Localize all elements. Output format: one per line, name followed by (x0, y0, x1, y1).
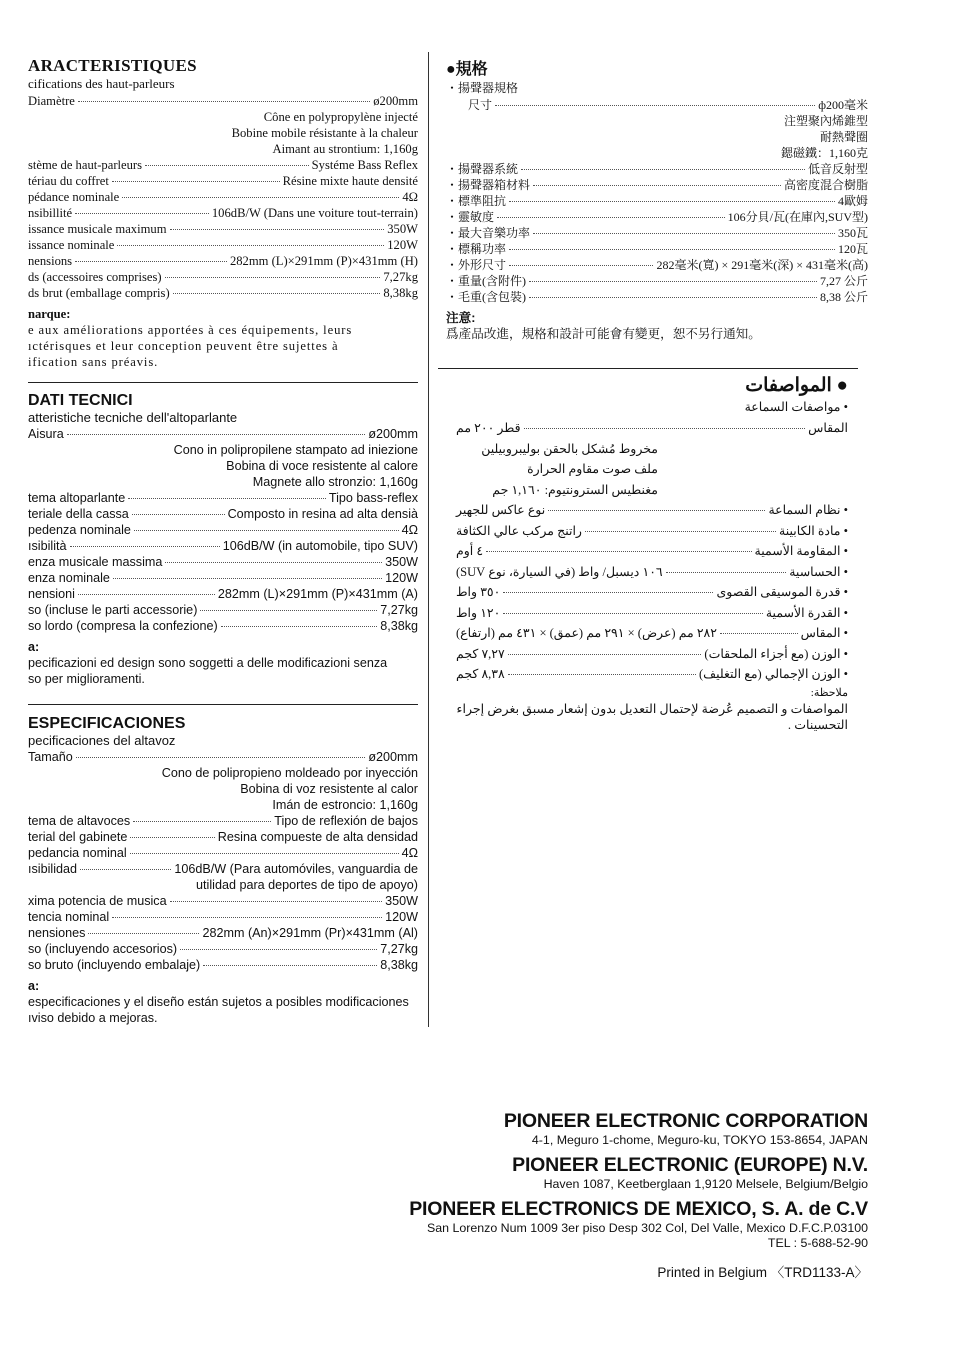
dot-leader (130, 853, 399, 854)
spec-value: ф200毫米 (818, 98, 868, 112)
spec-value: 4歐姆 (837, 194, 868, 208)
dot-leader (76, 757, 366, 758)
spec-value: 8,38 公斤 (819, 290, 868, 304)
section-french (28, 56, 418, 370)
dot-leader (170, 901, 382, 902)
spec-label: pedancia nominal (28, 846, 127, 860)
spec-continuation: 鍶磁鐵：1,160克 (780, 146, 868, 160)
spec-value: Composto in resina ad alta densià (227, 507, 418, 521)
spec-value: Systéme Bass Reflex (311, 158, 418, 172)
section-title: ARACTERISTIQUES (28, 56, 197, 75)
spec-continuation: مخروط مُشكل بالحقن بوليبروبيلين (481, 441, 658, 456)
note-text (456, 701, 848, 733)
spec-row (28, 285, 418, 301)
spec-value: ٧,٢٧ كجم (456, 646, 505, 661)
spec-row (456, 418, 848, 439)
spec-value: 350W (385, 555, 418, 569)
spec-row (28, 909, 418, 925)
dot-leader (112, 181, 280, 182)
spec-value: 282mm (An)×291mm (Pr)×431mm (Al) (202, 926, 418, 940)
dot-leader (170, 229, 385, 230)
spec-list (456, 418, 848, 685)
dot-leader (509, 265, 653, 266)
company-address-japan: 4-1, Meguro 1-chome, Meguro-ku, TOKYO 153-8654, JAPAN (531, 1133, 868, 1147)
spec-label: • الحساسية (789, 564, 848, 579)
spec-value: 8,38kg (380, 619, 418, 633)
spec-row (456, 541, 848, 562)
spec-label: • الوزن الإجمالي (مع التغليف) (698, 667, 848, 681)
dot-leader (75, 213, 209, 214)
dot-leader (70, 546, 220, 547)
section-subtitle: ・揚聲器規格 (446, 81, 519, 95)
spec-value: ٣٥٠ واط (456, 585, 501, 599)
spec-value: 282mm (L)×291mm (P)×431mm (H) (229, 254, 418, 268)
section-chinese (446, 56, 868, 342)
spec-label: • نظام السماعة (768, 503, 848, 517)
spec-row (28, 221, 418, 237)
note-heading: narque: (28, 307, 71, 321)
spec-label: 尺寸 (468, 98, 493, 112)
spec-value: ١٠٦ ديسبل/ واط (في السيارة، نوع SUV) (456, 564, 663, 579)
spec-row (28, 506, 418, 522)
spec-label: ・標準阻抗 (446, 194, 507, 208)
spec-label: ısibilità (28, 539, 67, 553)
dot-leader (508, 654, 702, 655)
spec-row (28, 253, 418, 269)
spec-value: 106dB/W (Para automóviles, vanguardia de (174, 862, 418, 876)
spec-row (456, 603, 848, 624)
spec-row (446, 241, 868, 257)
spec-value: 120瓦 (837, 242, 868, 256)
spec-value: 350瓦 (837, 226, 868, 240)
spec-label: Aisura (28, 427, 64, 441)
spec-value: ø200mm (368, 427, 418, 441)
spec-label: xima potencia de musica (28, 894, 167, 908)
spec-row (28, 93, 418, 109)
dot-leader (509, 249, 835, 250)
dot-leader (486, 551, 751, 552)
spec-list (28, 93, 418, 301)
dot-leader (130, 837, 214, 838)
dot-leader (78, 594, 215, 595)
spec-row (28, 490, 418, 506)
dot-leader (509, 201, 835, 202)
spec-row (446, 273, 868, 289)
spec-value: قطر ٢٠٠ مم (456, 421, 521, 435)
spec-label: tema altoparlante (28, 491, 126, 505)
dot-leader (497, 217, 725, 218)
section-spanish (28, 715, 418, 1026)
company-name-europe: PIONEER ELECTRONIC (EUROPE) N.V. (512, 1154, 868, 1176)
company-address-europe: Haven 1087, Keetberglaan 1,9120 Melsele, Belgium/Belgio (543, 1177, 868, 1191)
spec-value: 120W (387, 238, 418, 252)
dot-leader (585, 531, 776, 532)
spec-value: 7,27 公斤 (819, 274, 868, 288)
spec-label: stème de haut-parleurs (28, 158, 142, 172)
spec-label: ds brut (emballage compris) (28, 286, 170, 300)
dot-leader (117, 245, 384, 246)
section-title: DATI TECNICI (28, 392, 133, 409)
spec-continuation: Aimant au strontium: 1,160g (272, 142, 418, 156)
spec-row (456, 582, 848, 603)
spec-label: ・重量(含附件) (446, 274, 526, 288)
spec-label: so (incluse le parti accessorie) (28, 603, 198, 617)
spec-label: • مادة الكابينة (779, 523, 848, 538)
note-text (446, 326, 868, 342)
spec-value: ٨,٣٨ كجم (456, 667, 505, 681)
note-heading: ملاحظة: (810, 686, 848, 699)
spec-row (28, 941, 418, 957)
spec-value: راتنج مركب عالي الكثافة (456, 523, 582, 538)
spec-continuation: utilidad para deportes de tipo de apoyo) (196, 878, 418, 892)
spec-row (28, 522, 418, 538)
spec-label: Diamètre (28, 94, 75, 108)
spec-row (456, 521, 848, 542)
note-heading: 注意: (446, 311, 476, 325)
note-text (28, 994, 418, 1026)
spec-row (28, 861, 418, 877)
dot-leader (521, 169, 805, 170)
spec-list (28, 749, 418, 973)
spec-value: 8,38kg (380, 958, 418, 972)
publisher-footer (409, 1110, 868, 1281)
spec-label: tencia nominal (28, 910, 110, 924)
spec-value: 7,27kg (380, 942, 418, 956)
spec-label: • الوزن (مع أجزاء الملحقات) (704, 646, 848, 661)
spec-row (28, 269, 418, 285)
spec-row (28, 157, 418, 173)
spec-value: ١٢٠ واط (456, 605, 501, 620)
section-title: ESPECIFICACIONES (28, 715, 186, 732)
spec-value: Resina compueste de alta densidad (217, 830, 418, 844)
section-divider (438, 368, 858, 369)
spec-row (446, 257, 868, 273)
spec-row (456, 500, 848, 521)
spec-row (28, 749, 418, 765)
dot-leader (122, 197, 399, 198)
spec-value: نوع عاكس للجهير (456, 503, 546, 517)
dot-leader (666, 572, 787, 573)
spec-label: Tamaño (28, 750, 73, 764)
company-phone: TEL : 5-688-52-90 (767, 1236, 868, 1250)
note-heading: a: (28, 979, 40, 993)
spec-value: ø200mm (373, 94, 418, 108)
dot-leader (75, 261, 227, 262)
spec-row (28, 586, 418, 602)
spec-value: 350W (387, 222, 418, 236)
dot-leader (112, 917, 382, 918)
spec-label: • القدرة الأسمية (765, 605, 848, 620)
spec-label: nsibillité (28, 206, 73, 220)
spec-label: • قدرة الموسيقى القصوى (716, 585, 848, 599)
spec-label: ・毛重(含包裝) (446, 290, 526, 304)
section-subtitle: cifications des haut-parleurs (28, 76, 175, 91)
spec-row (28, 829, 418, 845)
spec-row (446, 225, 868, 241)
company-name-japan: PIONEER ELECTRONIC CORPORATION (503, 1110, 868, 1132)
spec-list (28, 426, 418, 634)
spec-value: 120W (385, 571, 418, 585)
spec-continuation: مغنطيس السترونتيوم: ١,١٦٠ جم (492, 482, 658, 497)
dot-leader (165, 277, 381, 278)
spec-label: nensiones (28, 926, 86, 940)
note-line: especificaciones y el diseño están sujetos a posibles modificaciones (28, 995, 409, 1009)
section-arabic (456, 374, 848, 733)
dot-leader (132, 514, 225, 515)
dot-leader (495, 105, 815, 106)
spec-value: 106分貝/瓦(在庫內,SUV型) (727, 210, 868, 224)
dot-leader (133, 821, 271, 822)
spec-value: 4Ω (401, 846, 418, 860)
spec-value: 106dB/W (Dans une voiture tout-terrain) (211, 206, 418, 220)
spec-list (446, 97, 868, 305)
note-line: so per miglioramenti. (28, 672, 145, 686)
spec-label: ısibilidad (28, 862, 78, 876)
spec-label: enza nominale (28, 571, 110, 585)
section-subtitle: pecificaciones del altavoz (28, 733, 176, 748)
spec-row (28, 925, 418, 941)
spec-continuation: 注塑聚內烯錐型 (783, 114, 868, 128)
spec-row (28, 602, 418, 618)
spec-row (446, 193, 868, 209)
dot-leader (533, 185, 781, 186)
note-line: pecificazioni ed design sono soggetti a delle modificazioni senza (28, 656, 388, 670)
dot-leader (165, 562, 382, 563)
spec-row (28, 205, 418, 221)
note-line: ıviso debido a mejoras. (28, 1011, 158, 1025)
spec-row (28, 813, 418, 829)
spec-row (456, 562, 848, 583)
company-address-mexico: San Lorenzo Num 1009 3er piso Desp 302 Col, Del Valle, Mexico D.F.C.P.03100 (426, 1221, 868, 1235)
spec-label: nensioni (28, 587, 75, 601)
dot-leader (720, 633, 798, 634)
spec-label: tériau du coffret (28, 174, 109, 188)
company-name-mexico: PIONEER ELECTRONICS DE MEXICO, S. A. de C.V (409, 1198, 868, 1220)
spec-label: ・揚聲器系統 (446, 162, 519, 176)
spec-label: so (incluyendo accesorios) (28, 942, 178, 956)
spec-label: tema de altavoces (28, 814, 131, 828)
dot-leader (529, 281, 817, 282)
dot-leader (78, 101, 370, 102)
spec-row (446, 177, 868, 193)
note-line: ıctérisques et leur conception peuvent être sujettes à (28, 339, 339, 353)
spec-label: so bruto (incluyendo embalaje) (28, 958, 201, 972)
dot-leader (145, 165, 309, 166)
spec-label: ・外形尺寸 (446, 258, 507, 272)
spec-label: ・標稱功率 (446, 242, 507, 256)
section-subtitle: • مواصفات السماعة (744, 400, 848, 414)
section-title: ●規格 (446, 61, 488, 78)
spec-value: 282mm (L)×291mm (P)×431mm (A) (217, 587, 418, 601)
spec-continuation: Cono in polipropilene stampato ad iniezione (173, 443, 418, 457)
dot-leader (503, 613, 762, 614)
note-line: 爲產品改進，規格和設計可能會有變更，恕不另行通知。 (446, 327, 761, 341)
spec-label: ・揚聲器箱材料 (446, 178, 531, 192)
spec-value: 7,27kg (380, 603, 418, 617)
spec-row (28, 173, 418, 189)
dot-leader (180, 949, 377, 950)
spec-label: ・靈敏度 (446, 210, 495, 224)
dot-leader (88, 933, 199, 934)
spec-continuation: 耐熱聲圈 (819, 130, 868, 144)
spec-row (446, 209, 868, 225)
print-info: Printed in Belgium 〈TRD1133-A〉 (657, 1265, 868, 1280)
spec-continuation: Magnete allo stronzio: 1,160g (252, 475, 418, 489)
dot-leader (524, 428, 806, 429)
dot-leader (529, 297, 817, 298)
spec-row (456, 664, 848, 685)
spec-value: 4Ω (402, 190, 418, 204)
spec-value: 低音反射型 (807, 162, 868, 176)
note-heading: a: (28, 640, 40, 654)
spec-label: المقاس (808, 421, 848, 435)
note-line: ification sans préavis. (28, 355, 159, 369)
spec-value: 282毫米(寬) × 291毫米(深) × 431毫米(高) (656, 258, 868, 272)
spec-value: ٢٨٢ مم (عرض) × ٢٩١ مم (عمق) × ٤٣١ مم (ارتفاع) (456, 626, 717, 640)
spec-row (28, 957, 418, 973)
dot-leader (173, 293, 381, 294)
section-divider (28, 382, 418, 383)
spec-row (28, 237, 418, 253)
spec-row (28, 189, 418, 205)
spec-continuation: Cône en polypropylène injecté (263, 110, 418, 124)
spec-value: Tipo bass-reflex (328, 491, 418, 505)
dot-leader (200, 610, 377, 611)
spec-value: Résine mixte haute densité (282, 174, 418, 188)
spec-value: 350W (385, 894, 418, 908)
spec-label: pédance nominale (28, 190, 120, 204)
note-line: e aux améliorations apportées à ces équipements, leurs (28, 323, 353, 337)
dot-leader (221, 626, 377, 627)
spec-continuation: ملف صوت مقاوم الحرارة (527, 462, 658, 476)
spec-value: 7,27kg (383, 270, 418, 284)
dot-leader (503, 592, 713, 593)
spec-row (456, 644, 848, 665)
spec-label: issance musicale maximum (28, 222, 167, 236)
spec-row (446, 289, 868, 305)
note-text (28, 322, 418, 370)
spec-row (28, 893, 418, 909)
spec-row (446, 161, 868, 177)
spec-continuation: Imán de estroncio: 1,160g (272, 798, 418, 812)
dot-leader (548, 510, 765, 511)
spec-label: enza musicale massima (28, 555, 163, 569)
spec-label: teriale della cassa (28, 507, 129, 521)
note-line: المواصفات و التصميم عُرضة لإحتمال التعديل بدون إشعار مسبق بغرض إجراء التحسينات . (456, 701, 848, 732)
dot-leader (80, 869, 171, 870)
spec-row (456, 623, 848, 644)
spec-label: so lordo (compresa la confezione) (28, 619, 218, 633)
spec-continuation: Bobine mobile résistante à la chaleur (231, 126, 418, 140)
spec-continuation: Cono de polipropieno moldeado por inyección (161, 766, 418, 780)
spec-label: ds (accessoires comprises) (28, 270, 162, 284)
spec-label: • المقاومة الأسمية (754, 544, 848, 558)
spec-row (28, 570, 418, 586)
spec-row (28, 554, 418, 570)
spec-value: 高密度混合樹脂 (783, 178, 868, 192)
spec-label: issance nominale (28, 238, 115, 252)
spec-value: 106dB/W (in automobile, tipo SUV) (222, 539, 418, 553)
spec-value: Tipo de reflexión de bajos (274, 814, 418, 828)
dot-leader (203, 965, 377, 966)
spec-continuation: Bobina di voz resistente al calor (240, 782, 418, 796)
spec-row (28, 845, 418, 861)
spec-label: ・最大音樂功率 (446, 226, 531, 240)
spec-value: 8,38kg (383, 286, 418, 300)
dot-leader (508, 674, 696, 675)
spec-row (446, 97, 868, 113)
spec-label: nensions (28, 254, 73, 268)
note-text (28, 655, 418, 687)
dot-leader (67, 434, 366, 435)
section-subtitle: atteristiche tecniche dell'altoparlante (28, 410, 238, 425)
section-divider (28, 704, 418, 705)
spec-continuation: Bobina di voce resistente al calore (226, 459, 418, 473)
dot-leader (134, 530, 399, 531)
section-title: ● المواصفات (745, 375, 848, 396)
dot-leader (533, 233, 835, 234)
spec-value: ٤ أوم (456, 544, 484, 558)
spec-row (28, 538, 418, 554)
spec-label: pedenza nominale (28, 523, 131, 537)
column-divider (428, 52, 429, 1027)
spec-value: ø200mm (368, 750, 418, 764)
spec-value: 120W (385, 910, 418, 924)
spec-row (28, 426, 418, 442)
section-italian (28, 392, 418, 687)
spec-label: terial del gabinete (28, 830, 128, 844)
dot-leader (113, 578, 382, 579)
spec-label: • المقاس (800, 626, 848, 640)
spec-row (28, 618, 418, 634)
spec-value: 4Ω (401, 523, 418, 537)
dot-leader (128, 498, 326, 499)
